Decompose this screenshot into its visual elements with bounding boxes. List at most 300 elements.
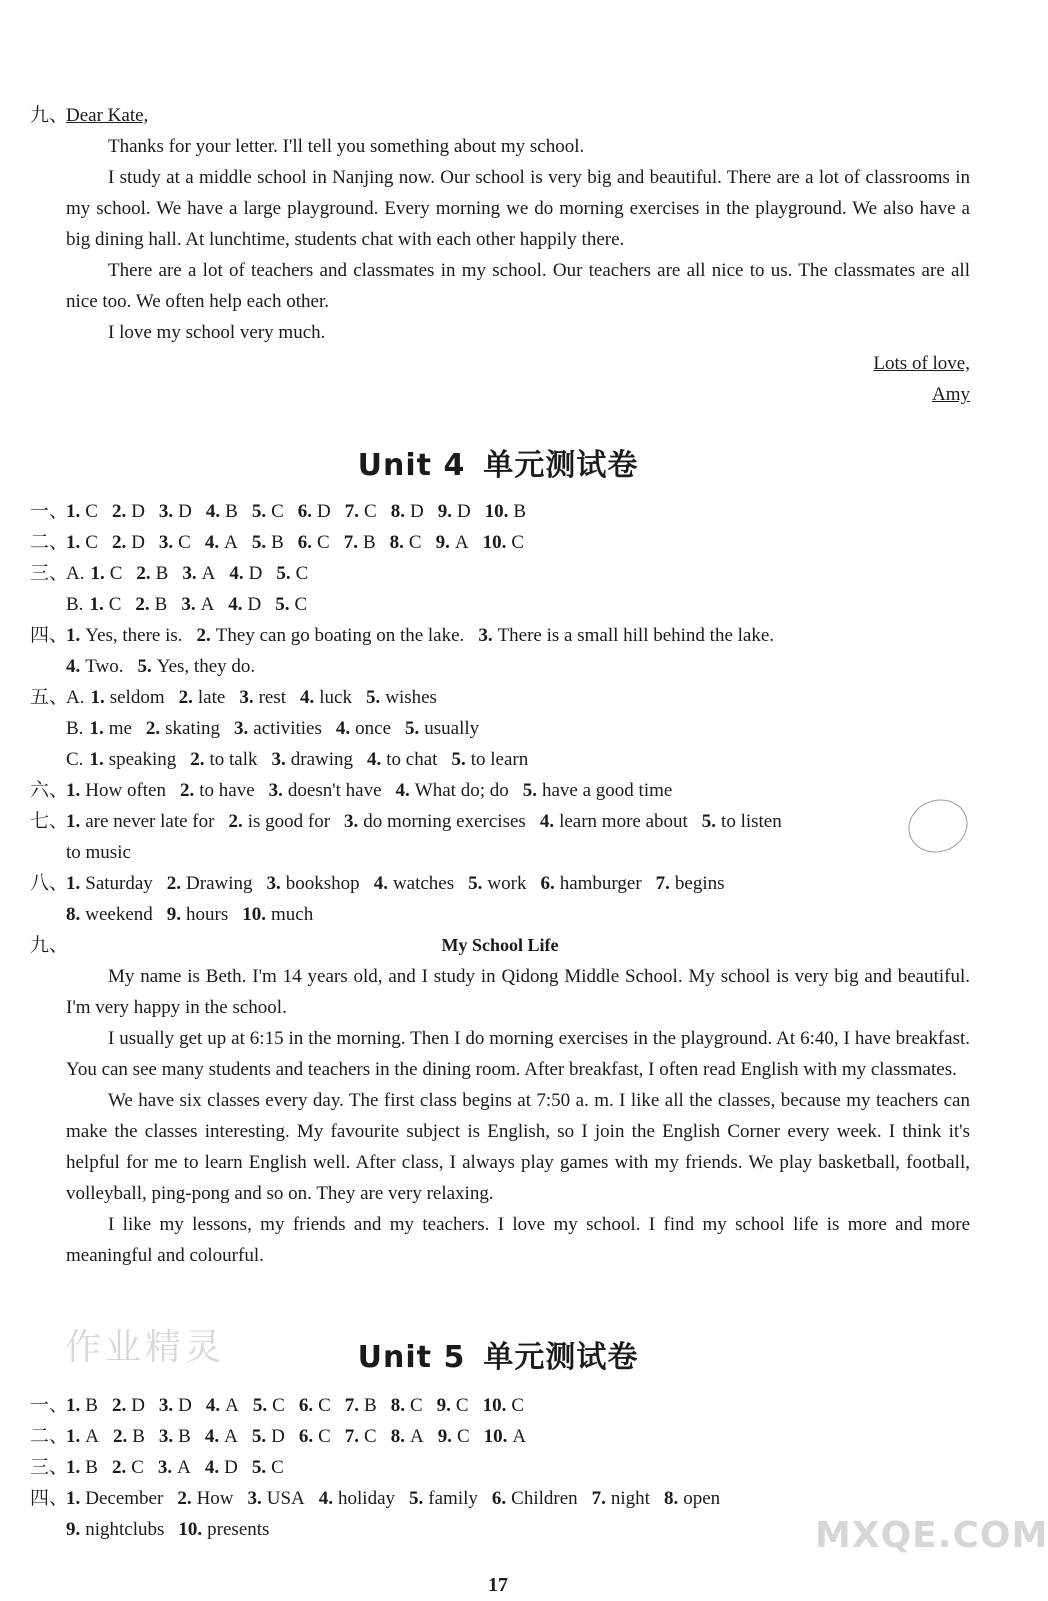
answer-item: [66, 527, 98, 558]
section-marker: 七、: [30, 811, 69, 832]
answer-item: [269, 775, 382, 806]
answer-item: [298, 527, 330, 558]
unit5-sec4-row1: [30, 1483, 970, 1514]
answer-number: 10.: [484, 501, 509, 522]
answer-item: [206, 496, 238, 527]
answer-value: Saturday: [85, 873, 153, 894]
section-marker: 四、: [30, 1488, 69, 1509]
answer-value: late: [197, 687, 226, 708]
answer-value: much: [271, 904, 314, 925]
answer-value: C: [108, 594, 122, 615]
answer-item: [66, 1421, 99, 1452]
answer-value: doesn't have: [287, 780, 382, 801]
answer-item: [66, 1514, 164, 1545]
answer-number: 5.: [405, 718, 420, 739]
answer-value: open: [683, 1488, 721, 1509]
answer-value: me: [108, 718, 132, 739]
answer-number: 1.: [66, 1426, 81, 1447]
answer-item: [366, 682, 437, 713]
answer-value: usually: [424, 718, 480, 739]
answer-number: 2.: [136, 563, 151, 584]
answer-value: B: [225, 501, 238, 522]
unit4-sec5-a-row: [30, 682, 970, 713]
answer-number: 4.: [205, 501, 221, 522]
answer-value: A: [225, 1395, 239, 1416]
answer-value: do morning exercises: [363, 811, 526, 832]
answer-item: [299, 1421, 331, 1452]
answer-item: [66, 775, 166, 806]
answer-number: 4.: [204, 1457, 220, 1478]
answer-value: C: [511, 1395, 525, 1416]
answer-number: 1.: [66, 811, 81, 832]
section-marker: 九、: [30, 105, 69, 126]
answer-item: [167, 899, 228, 930]
unit4-sec2-row: [30, 527, 970, 558]
answer-value: begins: [674, 873, 725, 894]
answer-item: [319, 1483, 395, 1514]
answer-item: [234, 713, 322, 744]
answer-number: 3.: [239, 687, 254, 708]
answer-value: are never late for: [85, 811, 215, 832]
answer-item: [89, 713, 131, 744]
answer-item: [438, 1421, 470, 1452]
unit5-title-en: Unit 5: [357, 1340, 466, 1375]
answer-value: night: [610, 1488, 650, 1509]
answer-number: 10.: [483, 1426, 508, 1447]
answer-item: [484, 1421, 526, 1452]
answer-item: [276, 558, 308, 589]
answer-number: 1.: [89, 749, 104, 770]
answer-value: D: [456, 501, 471, 522]
letter-paragraph: There are a lot of teachers and classmates in my school. Our teachers are all nice to us. The classmates are all nice too. We often help each other.: [66, 260, 970, 312]
answer-item: [190, 744, 257, 775]
answer-item: [374, 868, 454, 899]
answer-number: 4.: [229, 563, 244, 584]
answer-item: [523, 775, 673, 806]
answer-number: 7.: [344, 1426, 360, 1447]
answer-value: C: [455, 1395, 469, 1416]
answer-item: [344, 527, 376, 558]
answer-item: [437, 1390, 469, 1421]
answer-item: [396, 775, 509, 806]
answer-number: 10.: [242, 904, 267, 925]
answer-number: 2.: [135, 594, 150, 615]
answer-item: [159, 1421, 191, 1452]
answer-item: [112, 1452, 144, 1483]
answer-item: [344, 806, 526, 837]
answer-value: C: [85, 532, 98, 553]
answer-number: 8.: [390, 1395, 405, 1416]
answer-item: [158, 1452, 191, 1483]
answer-value: rest: [258, 687, 286, 708]
unit4-sec8-row1: [30, 868, 970, 899]
letter-paragraph: Thanks for your letter. I'll tell you something about my school.: [108, 136, 585, 157]
answer-number: 3.: [478, 625, 493, 646]
answer-value: speaking: [108, 749, 177, 770]
answer-number: 3.: [234, 718, 249, 739]
answer-number: 3.: [158, 532, 174, 553]
answer-number: 1.: [66, 532, 81, 553]
answer-item: [89, 744, 176, 775]
answer-number: 3.: [158, 1395, 174, 1416]
answer-number: 2.: [112, 1426, 128, 1447]
answer-number: 4.: [204, 1426, 220, 1447]
answer-number: 1.: [66, 1457, 81, 1478]
answer-number: 9.: [66, 1519, 81, 1540]
section-marker: 一、: [30, 501, 69, 522]
answer-number: 7.: [343, 532, 358, 553]
answer-item: [248, 1483, 305, 1514]
unit4-title-cn: 单元测试卷: [483, 448, 639, 483]
answer-value: A: [454, 532, 469, 553]
answer-item: [229, 558, 262, 589]
answer-value: wishes: [385, 687, 437, 708]
answer-number: 2.: [111, 501, 127, 522]
unit4-sec9-header: [30, 930, 970, 961]
essay-title: My School Life: [441, 935, 559, 955]
answer-value: hours: [186, 904, 229, 925]
subsection-label: B.: [66, 594, 84, 615]
answer-item: [159, 496, 192, 527]
answer-value: C: [272, 1395, 285, 1416]
answer-item: [181, 589, 214, 620]
answer-item: [205, 527, 238, 558]
answer-item: [483, 1390, 524, 1421]
answer-item: [664, 1483, 720, 1514]
answer-item: [252, 1421, 285, 1452]
answer-item: [298, 496, 331, 527]
answer-number: 6.: [298, 1395, 314, 1416]
subsection-label: A.: [66, 563, 85, 584]
answer-item: [345, 1390, 377, 1421]
answer-value: C: [294, 594, 308, 615]
answer-value: watches: [392, 873, 455, 894]
answer-item: [592, 1483, 650, 1514]
unit4-sec5-b-row: [30, 713, 970, 744]
answer-item: [66, 1452, 98, 1483]
answer-number: 1.: [66, 625, 81, 646]
page-number: 17: [488, 1574, 508, 1596]
answer-item: [702, 806, 782, 837]
answer-number: 4.: [204, 532, 220, 553]
answer-number: 5.: [276, 563, 291, 584]
answer-value: Drawing: [186, 873, 253, 894]
answer-value: D: [131, 1395, 145, 1416]
section-marker: 六、: [30, 780, 69, 801]
answer-value: learn more about: [559, 811, 688, 832]
answer-value: USA: [266, 1488, 305, 1509]
answer-item: [146, 713, 220, 744]
answer-item: [405, 713, 479, 744]
answer-item: [206, 1390, 239, 1421]
answer-value: B: [154, 594, 168, 615]
answer-number: 6.: [298, 1426, 314, 1447]
answer-number: 4.: [373, 873, 388, 894]
answer-number: 6.: [491, 1488, 507, 1509]
answer-number: 5.: [701, 811, 717, 832]
letter-signature-line: [30, 379, 970, 410]
answer-value: C: [409, 1395, 423, 1416]
unit4-sec3-a-row: [30, 558, 970, 589]
answer-item: [336, 713, 391, 744]
answer-number: 1.: [66, 873, 81, 894]
answer-value: C: [85, 501, 98, 522]
answer-item: [66, 1390, 98, 1421]
answer-item: [66, 651, 124, 682]
answer-number: 9.: [437, 501, 452, 522]
answer-value: B: [85, 1457, 98, 1478]
answer-item: [89, 589, 121, 620]
answer-value: B: [155, 563, 169, 584]
answer-number: 1.: [66, 1395, 81, 1416]
answer-item: [492, 1483, 578, 1514]
answer-value: to talk: [209, 749, 258, 770]
answer-value: D: [131, 501, 145, 522]
answer-item: [540, 806, 688, 837]
letter-signature: Amy: [932, 384, 970, 405]
answer-number: 10.: [178, 1519, 203, 1540]
answer-item: [66, 496, 98, 527]
answer-item: [112, 496, 145, 527]
letter-paragraph: I study at a middle school in Nanjing now. Our school is very big and beautiful. There are a lot of classrooms in my school. We have a large playground. Every morning we do morning exercises in the playground. We also have a big dining hall. At lunchtime, students chat with each other happily there.: [66, 167, 970, 250]
answer-value: D: [224, 1457, 238, 1478]
answer-value: B: [513, 501, 527, 522]
answer-value: C: [109, 563, 123, 584]
answer-item: [468, 868, 526, 899]
unit4-sec7-continuation: to music: [66, 842, 131, 863]
answer-number: 8.: [663, 1488, 679, 1509]
answer-number: 3.: [182, 563, 197, 584]
answer-number: 2.: [179, 780, 195, 801]
answer-number: 3.: [247, 1488, 262, 1509]
unit4-sec7-cont: [30, 837, 970, 868]
answer-item: [180, 775, 255, 806]
answer-item: [299, 1390, 331, 1421]
answer-value: A: [224, 532, 238, 553]
answer-number: 5.: [251, 501, 267, 522]
answer-value: C: [318, 1395, 331, 1416]
section-marker: 五、: [30, 687, 69, 708]
answer-number: 8.: [389, 532, 404, 553]
unit4-sec8-row2: [30, 899, 970, 930]
answer-value: C: [456, 1426, 470, 1447]
answer-item: [66, 806, 214, 837]
answer-item: [159, 527, 191, 558]
answer-number: 2.: [111, 532, 127, 553]
answer-value: Two.: [85, 656, 124, 677]
answer-value: to chat: [386, 749, 438, 770]
answer-number: 2.: [145, 718, 161, 739]
answer-item: [451, 744, 528, 775]
unit5-title-cn: 单元测试卷: [483, 1340, 639, 1375]
answer-value: holiday: [338, 1488, 396, 1509]
answer-value: work: [487, 873, 527, 894]
answer-number: 1.: [66, 1488, 81, 1509]
answer-value: C: [364, 501, 377, 522]
answer-item: [252, 527, 284, 558]
answer-value: B: [178, 1426, 191, 1447]
answer-item: [197, 620, 465, 651]
answer-item: [345, 496, 377, 527]
answer-item: [300, 682, 352, 713]
answer-number: 3.: [268, 780, 283, 801]
answer-value: How often: [85, 780, 166, 801]
answer-item: [239, 682, 286, 713]
answer-value: What do; do: [414, 780, 509, 801]
answer-number: 3.: [266, 873, 281, 894]
answer-item: [178, 1514, 269, 1545]
answer-number: 8.: [390, 501, 405, 522]
answer-item: [228, 589, 261, 620]
answer-value: C: [317, 532, 330, 553]
answer-value: once: [355, 718, 392, 739]
answer-item: [438, 496, 471, 527]
answer-number: 1.: [90, 563, 105, 584]
answer-item: [138, 651, 256, 682]
answer-number: 4.: [66, 656, 81, 677]
answer-item: [390, 527, 422, 558]
answer-number: 3.: [158, 501, 174, 522]
answer-number: 2.: [177, 1488, 192, 1509]
answer-value: How: [196, 1488, 234, 1509]
unit4-sec1-row: [30, 496, 970, 527]
answer-item: [267, 868, 360, 899]
unit4-sec5-c-row: [30, 744, 970, 775]
answer-value: C: [178, 532, 191, 553]
answer-value: C: [408, 532, 422, 553]
answer-item: [485, 496, 526, 527]
answer-value: C: [295, 563, 309, 584]
answer-number: 5.: [137, 656, 152, 677]
answer-value: drawing: [290, 749, 354, 770]
answer-number: 4.: [395, 780, 410, 801]
answer-number: 7.: [344, 1395, 360, 1416]
answer-value: have a good time: [541, 780, 673, 801]
unit4-title: [0, 446, 996, 486]
answer-number: 6.: [297, 532, 313, 553]
answer-item: [540, 868, 641, 899]
answer-number: 2.: [166, 873, 182, 894]
answer-value: B: [364, 1395, 377, 1416]
answer-item: [136, 558, 168, 589]
answer-value: Children: [511, 1488, 578, 1509]
answer-number: 1.: [89, 594, 104, 615]
answer-number: 10.: [482, 1395, 507, 1416]
answer-item: [90, 682, 164, 713]
answer-value: to have: [199, 780, 255, 801]
answer-number: 4.: [205, 1395, 221, 1416]
answer-number: 3.: [181, 594, 196, 615]
answer-value: hamburger: [559, 873, 642, 894]
answer-item: [409, 1483, 478, 1514]
section-marker: 八、: [30, 873, 69, 894]
answer-number: 2.: [111, 1457, 127, 1478]
section-marker: 四、: [30, 625, 69, 646]
answer-item: [391, 1390, 423, 1421]
answer-value: bookshop: [285, 873, 360, 894]
answer-item: [113, 1421, 145, 1452]
answer-value: D: [178, 1395, 192, 1416]
answer-item: [391, 496, 424, 527]
answer-value: B: [85, 1395, 98, 1416]
answer-number: 5.: [251, 532, 267, 553]
answer-item: [66, 1483, 163, 1514]
answer-number: 9.: [435, 532, 450, 553]
unit5-sec1-row: [30, 1390, 970, 1421]
answer-value: They can go boating on the lake.: [215, 625, 465, 646]
answer-number: 5.: [365, 687, 381, 708]
letter-section: [30, 100, 970, 410]
answer-value: activities: [253, 718, 322, 739]
answer-number: 4.: [228, 594, 243, 615]
subsection-label: A.: [66, 687, 85, 708]
answer-number: 5.: [251, 1457, 267, 1478]
answer-value: There is a small hill behind the lake.: [497, 625, 775, 646]
watermark-logo: 作业精灵: [65, 1327, 226, 1368]
letter-closing-line: [30, 348, 970, 379]
answer-item: [272, 744, 354, 775]
answer-number: 2.: [190, 749, 205, 770]
answer-number: 8.: [66, 904, 81, 925]
answer-number: 5.: [251, 1426, 267, 1447]
answer-value: A: [512, 1426, 527, 1447]
answer-value: D: [247, 594, 262, 615]
section-marker: 三、: [30, 1457, 69, 1478]
answer-number: 1.: [89, 718, 104, 739]
answer-value: Yes, there is.: [85, 625, 183, 646]
answer-item: [159, 1390, 192, 1421]
answer-number: 9.: [437, 1426, 452, 1447]
answer-value: to listen: [721, 811, 782, 832]
answer-number: 2.: [178, 687, 193, 708]
answer-number: 2.: [111, 1395, 127, 1416]
answer-number: 1.: [90, 687, 105, 708]
answer-value: to learn: [470, 749, 529, 770]
answer-number: 3.: [271, 749, 286, 770]
answer-value: C: [271, 1457, 284, 1478]
answer-value: family: [428, 1488, 478, 1509]
answer-item: [436, 527, 469, 558]
answer-value: weekend: [85, 904, 153, 925]
answer-value: A: [177, 1457, 191, 1478]
answer-item: [179, 682, 226, 713]
answer-value: B: [362, 532, 376, 553]
answer-value: D: [409, 501, 424, 522]
answer-value: C: [271, 501, 284, 522]
answer-value: C: [318, 1426, 331, 1447]
answer-item: [177, 1483, 233, 1514]
subsection-label: B.: [66, 718, 84, 739]
answer-value: is good for: [247, 811, 331, 832]
answer-value: C: [364, 1426, 377, 1447]
section-marker: 三、: [30, 563, 69, 584]
answer-item: [228, 806, 330, 837]
essay-paragraph: My name is Beth. I'm 14 years old, and I study in Qidong Middle School. My school is very big and beautiful. I'm very happy in the school.: [66, 966, 970, 1018]
answer-item: [483, 527, 524, 558]
answer-value: A: [201, 563, 216, 584]
answer-value: skating: [165, 718, 221, 739]
answer-item: [656, 868, 725, 899]
answer-item: [478, 620, 774, 651]
unit5-sec2-row: [30, 1421, 970, 1452]
subsection-label: C.: [66, 749, 84, 770]
answer-item: [253, 1390, 285, 1421]
essay-paragraph: I usually get up at 6:15 in the morning. Then I do morning exercises in the playground. At 6:40, I have breakfast. You can see many students and teachers in the dining room. After breakfast, I often read English with my classmates.: [66, 1028, 970, 1080]
answer-item: [112, 1390, 145, 1421]
unit4-sec4-row2: [30, 651, 970, 682]
answer-value: A: [200, 594, 215, 615]
answer-item: [345, 1421, 377, 1452]
